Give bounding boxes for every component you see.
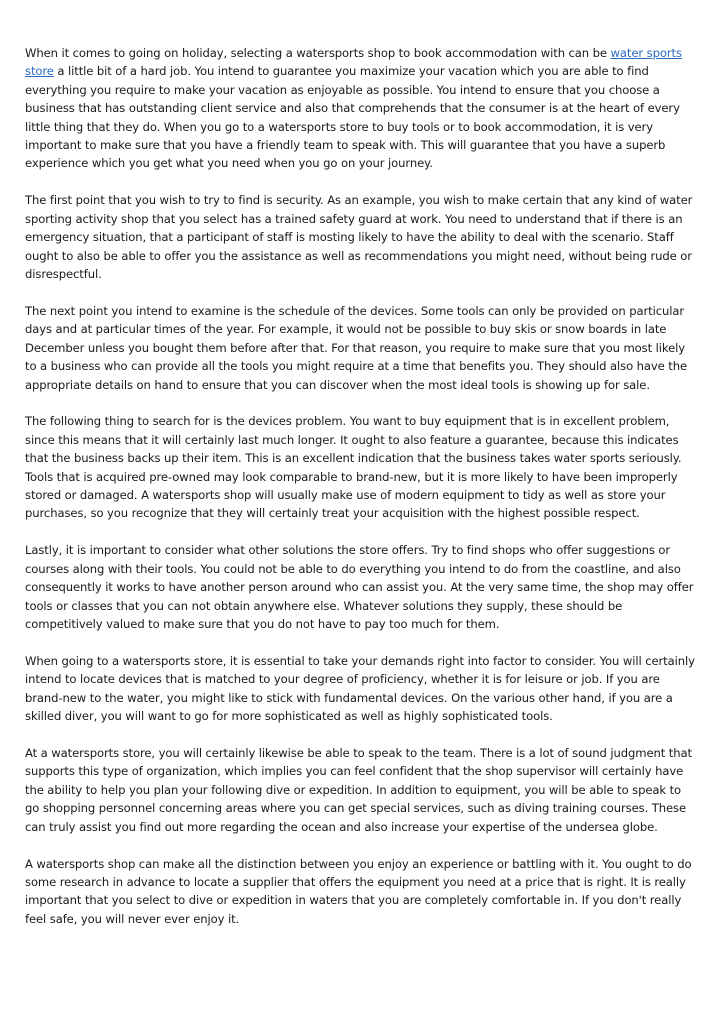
water-sports-store-link[interactable]: water sports store <box>25 46 682 79</box>
paragraph-services: Lastly, it is important to consider what other solutions the store offers. Try to find shops who offer suggestions or courses along with their tools. You could not be able to do everything you intend to do from the coastline, and also consequently it works to have another person around who can assist you. At the very same time, the shop may offer tools or classes that you can not obtain anywhere else. Whatever solutions they supply, these should be competitively valued to make sure that you do not have to pay too much for them. <box>25 543 694 631</box>
paragraph-demands: When going to a watersports store, it is essential to take your demands right into factor to consider. You will certainly intend to locate devices that is matched to your degree of proficiency, whether it is for leisure or job. If you are brand-new to the water, you might like to stick with fundamental devices. On the various other hand, if you are a skilled diver, you will want to go for more sophisticated as well as highly sophisticated tools. <box>25 653 695 724</box>
paragraph-conclusion: A watersports shop can make all the distinction between you enjoy an experience or battling with it. You ought to do some research in advance to locate a supplier that offers the equipment you need at a price that is right. It is really important that you select to dive or expedition in waters that you are completely comfortable in. If you don't really feel safe, you will never ever enjoy it. <box>25 856 692 926</box>
paragraph-security: The first point that you wish to try to find is security. As an example, you wish to make certain that any kind of water sporting activity shop that you select has a trained safety guard at work. You need to understand that if there is an emergency situation, that a participant of staff is mosting likely to have the ability to deal with the scenario. Staff ought to also be able to offer you the assistance as well as recommendations you might need, without being rude or disrespectful. <box>25 193 693 281</box>
paragraph-team: At a watersports store, you will certainly likewise be able to speak to the team. There is a lot of sound judgment that supports this type of organization, which implies you can feel confident that the shop supervisor will certainly have the ability to help you plan your following dive or expedition. In addition to equipment, you will be able to speak to go shopping personnel concerning areas where you can get special services, such as diving training courses. These can truly assist you find out more regarding the ocean and also increase your expertise of the undersea globe. <box>25 746 692 834</box>
paragraph-intro-text-before: When it comes to going on holiday, selecting a watersports shop to book accommodation with can be <box>25 46 611 60</box>
paragraph-intro <box>25 44 695 173</box>
paragraph-intro-text-after: a little bit of a hard job. You intend to guarantee you maximize your vacation which you are able to find everything you require to make your vacation as enjoyable as possible. You intend to ensure that you choose a business that has outstanding client service and also that comprehends that the consumer is at the heart of every little thing that they do. When you go to a watersports store to buy tools or to book accommodation, it is very important to make sure that you have a friendly team to speak with. This will guarantee that you have a superb experience which you get what you need when you go on your journey. <box>25 64 680 171</box>
paragraph-condition: The following thing to search for is the devices problem. You want to buy equipment that is in excellent problem, since this means that it will certainly last much longer. It ought to also feature a guarantee, because this indicates that the business backs up their item. This is an excellent indication that the business takes water sports seriously. Tools that is acquired pre-owned may look comparable to brand-new, but it is more likely to have been improperly stored or damaged. A watersports shop will usually make use of modern equipment to tidy as well as store your purchases, so you recognize that they will certainly treat your acquisition with the highest possible respect. <box>25 414 682 521</box>
paragraph-schedule: The next point you intend to examine is the schedule of the devices. Some tools can only be provided on particular days and at particular times of the year. For example, it would not be possible to buy skis or snow boards in late December unless you bought them before after that. For that reason, you require to make sure that you most likely to a business who can provide all the tools you might require at a time that benefits you. They should also have the appropriate details on hand to ensure that you can discover when the most ideal tools is showing up for sale. <box>25 303 688 392</box>
